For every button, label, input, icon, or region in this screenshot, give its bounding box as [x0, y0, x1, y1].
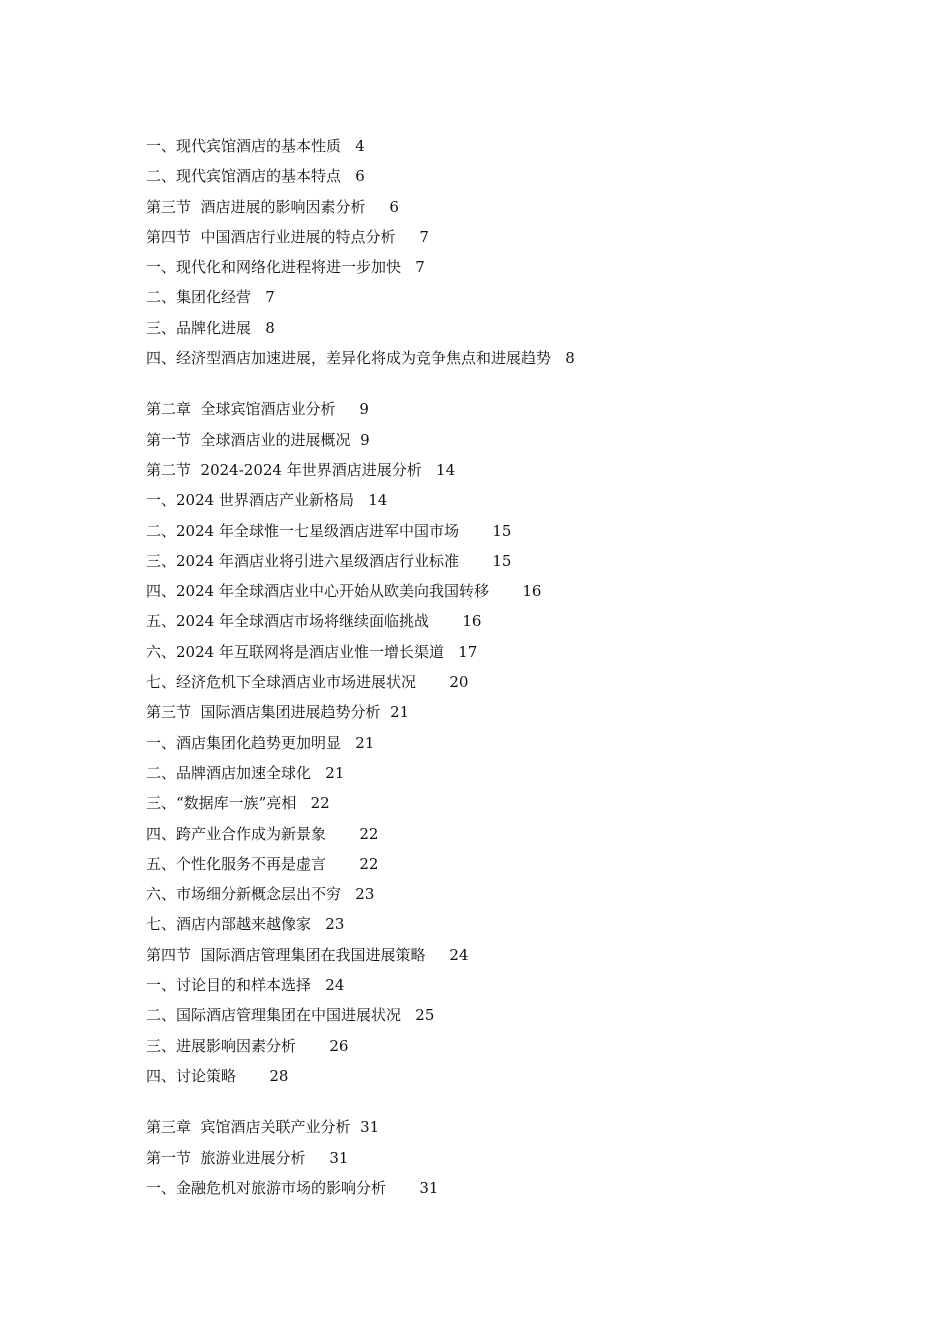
toc-entry: 一、现代化和网络化进程将进一步加快 7: [146, 258, 425, 277]
toc-entry: 一、讨论目的和样本选择 24: [146, 976, 345, 995]
toc-entry: 第四节 国际酒店管理集团在我国进展策略 24: [146, 945, 469, 964]
toc-entry: 二、集团化经营 7: [146, 288, 275, 307]
toc-entry: 三、2024 年酒店业将引进六星级酒店行业标准 15: [146, 551, 512, 570]
toc-entry: 一、酒店集团化趋势更加明显 21: [146, 733, 375, 752]
toc-entry: 第一节 全球酒店业的进展概况 9: [146, 430, 370, 449]
toc-entry: 四、经济型酒店加速进展，差异化将成为竞争焦点和进展趋势 8: [146, 349, 575, 368]
toc-entry: 二、国际酒店管理集团在中国进展状况 25: [146, 1006, 435, 1025]
toc-entry: 三、“数据库一族”亮相 22: [146, 794, 330, 813]
toc-entry: 二、现代宾馆酒店的基本特点 6: [146, 167, 365, 186]
toc-entry: 三、品牌化进展 8: [146, 318, 275, 337]
toc-entry: 五、个性化服务不再是虚言 22: [146, 854, 379, 873]
toc-entry: 二、2024 年全球惟一七星级酒店进军中国市场 15: [146, 521, 512, 540]
toc-group: [146, 1114, 906, 1205]
toc-entry: 七、经济危机下全球酒店业市场进展状况 20: [146, 673, 469, 692]
toc-entry: 一、金融危机对旅游市场的影响分析 31: [146, 1178, 439, 1197]
toc-entry: 第四节 中国酒店行业进展的特点分析 7: [146, 227, 429, 246]
toc-entry: 第一节 旅游业进展分析 31: [146, 1148, 349, 1167]
toc-entry: 第二章 全球宾馆酒店业分析 9: [146, 400, 369, 419]
toc-entry: 五、2024 年全球酒店市场将继续面临挑战 16: [146, 612, 482, 631]
toc-entry: 一、现代宾馆酒店的基本性质 4: [146, 137, 365, 155]
toc-entry: 六、市场细分新概念层出不穷 23: [146, 885, 375, 904]
table-of-contents: [146, 133, 906, 1205]
toc-entry: 二、品牌酒店加速全球化 21: [146, 763, 345, 782]
toc-group: [146, 396, 906, 1093]
toc-entry: 六、2024 年互联网将是酒店业惟一增长渠道 17: [146, 642, 478, 661]
toc-entry: 四、跨产业合作成为新景象 22: [146, 824, 379, 843]
toc-entry: 四、讨论策略 28: [146, 1066, 289, 1085]
toc-entry: 三、进展影响因素分析 26: [146, 1036, 349, 1055]
toc-entry: 一、2024 世界酒店产业新格局 14: [146, 491, 388, 510]
toc-entry: 第二节 2024-2024 年世界酒店进展分析 14: [146, 460, 456, 479]
toc-group: [146, 133, 906, 375]
toc-entry: 四、2024 年全球酒店业中心开始从欧美向我国转移 16: [146, 582, 542, 601]
toc-entry: 第三章 宾馆酒店关联产业分析 31: [146, 1118, 380, 1137]
toc-entry: 第三节 国际酒店集团进展趋势分析 21: [146, 703, 410, 722]
toc-entry: 七、酒店内部越来越像家 23: [146, 915, 345, 934]
toc-entry: 第三节 酒店进展的影响因素分析 6: [146, 197, 399, 216]
